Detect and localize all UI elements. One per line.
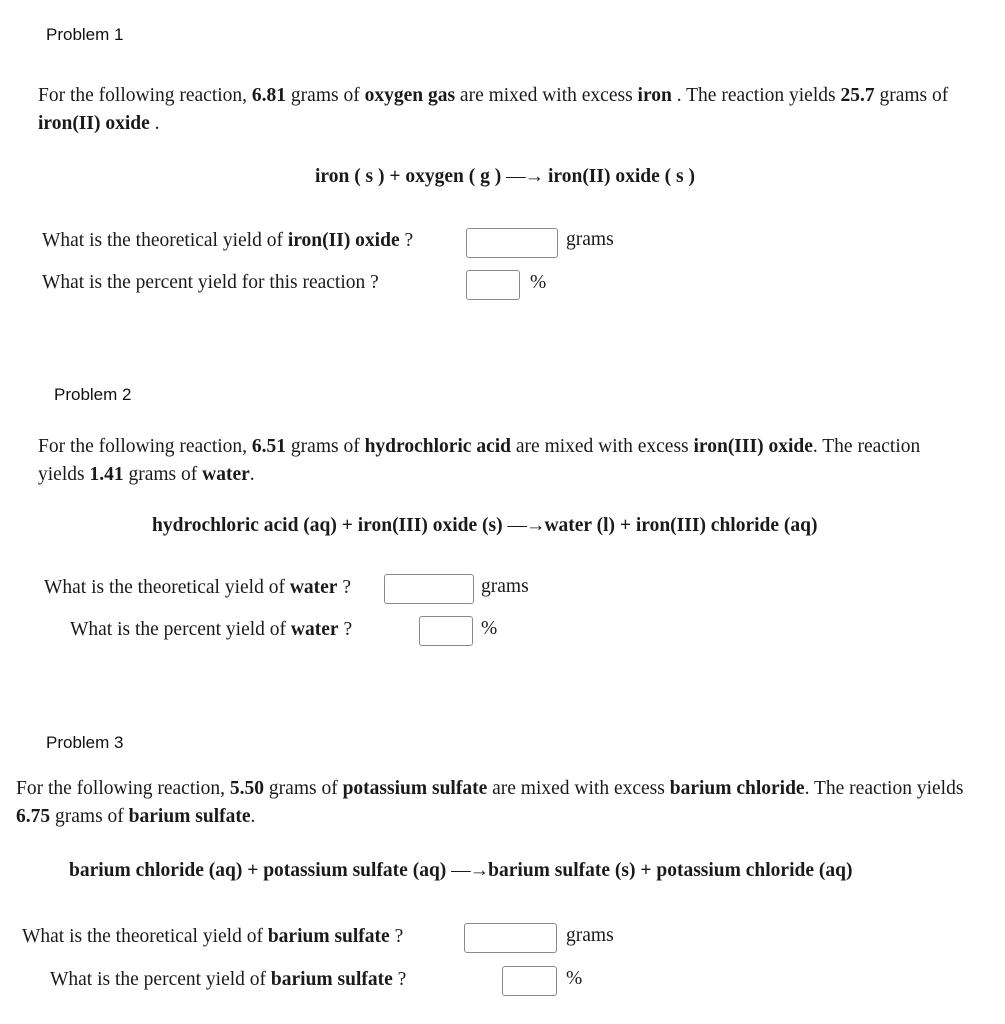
- problem-2-percent-yield-unit: %: [481, 618, 498, 639]
- problem-1-statement: For the following reaction, 6.81 grams of oxygen gas are mixed with excess iron . The reaction yields 25.7 grams of iron(II) oxide .: [38, 85, 949, 134]
- problem-3-statement: For the following reaction, 5.50 grams of potassium sulfate are mixed with excess barium chloride. The reaction yields 6.75 grams of barium sulfate.: [16, 778, 964, 827]
- reaction-arrow-icon: —→: [507, 515, 545, 536]
- problem-3-equation: barium chloride (aq) + potassium sulfate (aq) —→barium sulfate (s) + potassium chloride (aq): [69, 860, 853, 881]
- problem-2-statement: For the following reaction, 6.51 grams of hydrochloric acid are mixed with excess iron(III) oxide. The reaction yields 1.41 grams of water.: [38, 436, 921, 485]
- problem-1-percent-yield-input[interactable]: [466, 270, 520, 300]
- problem-1-percent-yield-unit: %: [530, 272, 547, 293]
- reaction-arrow-icon: —→: [451, 860, 489, 881]
- problem-2-theoretical-yield-question: What is the theoretical yield of water ?: [44, 577, 351, 598]
- problem-1-theoretical-yield-unit: grams: [566, 229, 614, 250]
- problem-2-theoretical-yield-unit: grams: [481, 576, 529, 597]
- problem-3-theoretical-yield-unit: grams: [566, 925, 614, 946]
- problem-1-heading: Problem 1: [46, 25, 124, 44]
- problem-3-heading: Problem 3: [46, 733, 124, 752]
- problem-2-percent-yield-question: What is the percent yield of water ?: [70, 619, 353, 640]
- problem-2-percent-yield-input[interactable]: [419, 616, 473, 646]
- problem-2-equation: hydrochloric acid (aq) + iron(III) oxide (s) —→water (l) + iron(III) chloride (aq): [152, 515, 818, 536]
- problem-2-theoretical-yield-input[interactable]: [384, 574, 474, 604]
- problem-3-percent-yield-input[interactable]: [502, 966, 557, 996]
- problem-3-theoretical-yield-question: What is the theoretical yield of barium sulfate ?: [22, 926, 404, 947]
- reaction-arrow-icon: —→: [506, 166, 544, 187]
- problem-1-percent-yield-question: What is the percent yield for this reaction ?: [42, 272, 379, 293]
- problem-2-heading: Problem 2: [54, 385, 132, 404]
- problem-1-equation: iron ( s ) + oxygen ( g ) —→ iron(II) oxide ( s ): [315, 166, 695, 187]
- problem-3-percent-yield-unit: %: [566, 968, 583, 989]
- problem-3-percent-yield-question: What is the percent yield of barium sulfate ?: [50, 969, 407, 990]
- problem-1-theoretical-yield-input[interactable]: [466, 228, 558, 258]
- problem-3-theoretical-yield-input[interactable]: [464, 923, 557, 953]
- problem-1-theoretical-yield-question: What is the theoretical yield of iron(II) oxide ?: [42, 230, 414, 251]
